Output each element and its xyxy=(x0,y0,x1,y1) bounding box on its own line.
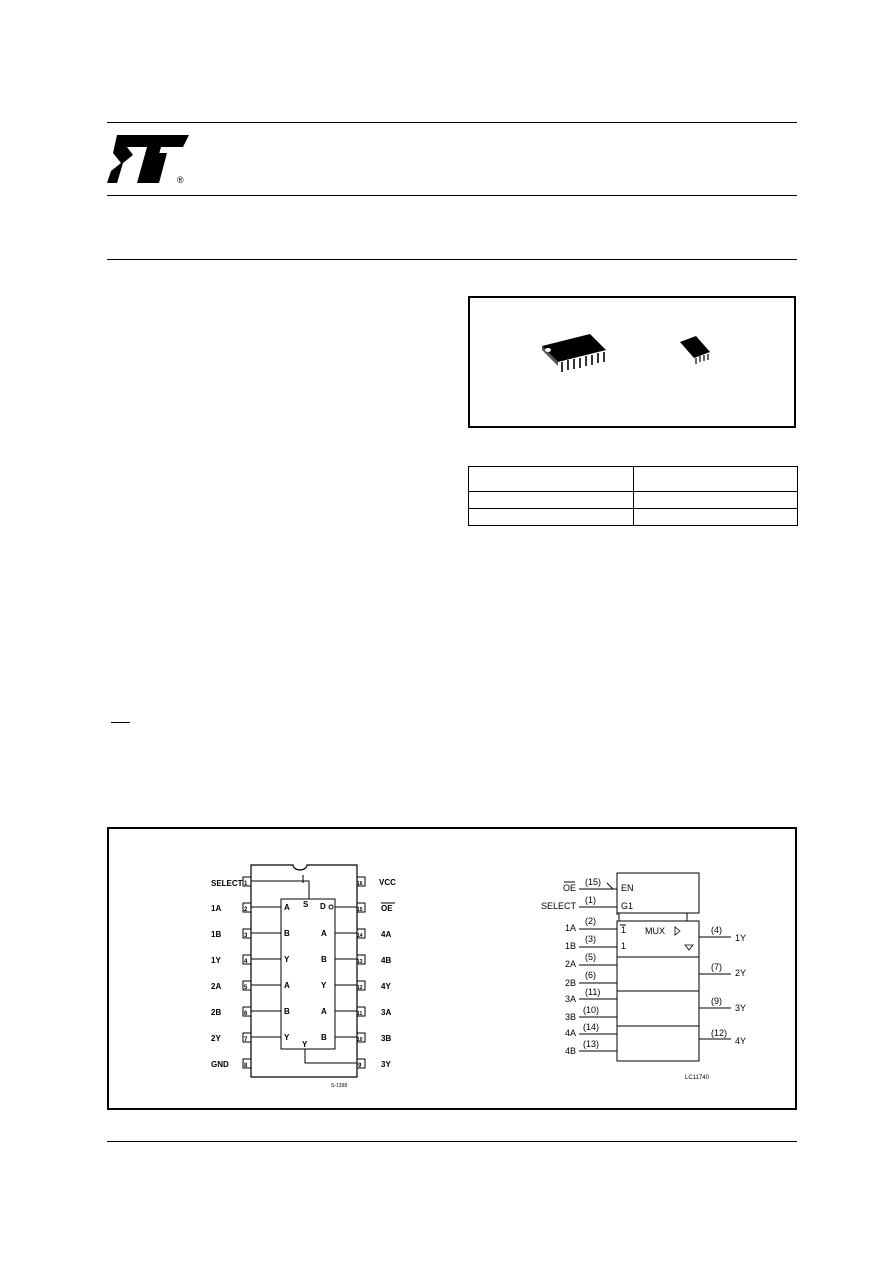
pin-label-gnd: GND xyxy=(211,1060,229,1069)
label-mux: MUX xyxy=(645,926,665,936)
st-logo xyxy=(107,133,191,187)
pin-number-7: 7 xyxy=(244,1037,248,1043)
label-one-bar: 1 xyxy=(621,925,627,935)
input-label-select: SELECT xyxy=(541,901,577,911)
input-pin-2b: (6) xyxy=(585,970,596,980)
input-label-2b: 2B xyxy=(565,978,577,988)
pin-number-3: 3 xyxy=(244,933,248,939)
output-label-1y: 1Y xyxy=(735,933,747,943)
label-d: D xyxy=(320,902,326,911)
pin-label-2b: 2B xyxy=(211,1008,222,1017)
input-pin-select: (1) xyxy=(585,895,596,905)
header-rule-top xyxy=(107,122,797,123)
input-label-4b: 4B xyxy=(565,1046,577,1056)
pin-label-3y: 3Y xyxy=(381,1060,391,1069)
pin-number-14: 14 xyxy=(357,933,363,939)
output-pin-3y: (9) xyxy=(711,996,722,1006)
output-label-2y: 2Y xyxy=(735,968,747,978)
inner-b-4: B xyxy=(321,955,327,964)
input-label-1a: 1A xyxy=(565,923,577,933)
inner-b-3: B xyxy=(321,1033,327,1042)
pin-label-1a: 1A xyxy=(211,904,222,913)
input-label-2a: 2A xyxy=(565,959,577,969)
pin-number-12: 12 xyxy=(357,985,363,991)
inner-a-3: A xyxy=(321,1007,327,1016)
pin-number-15: 15 xyxy=(357,907,363,913)
output-pin-2y: (7) xyxy=(711,962,722,972)
pin-label-3a: 3A xyxy=(381,1008,392,1017)
pin-number-16: 16 xyxy=(357,881,363,887)
pin-label-4b: 4B xyxy=(381,956,392,965)
output-pin-4y: (12) xyxy=(711,1028,728,1038)
pin-number-11: 11 xyxy=(357,1011,363,1017)
input-pin-1b: (3) xyxy=(585,934,596,944)
pin-number-4: 4 xyxy=(244,959,248,965)
input-pin-3b: (10) xyxy=(583,1005,600,1015)
tssop-package-image xyxy=(680,336,710,364)
inner-a-2: A xyxy=(284,981,290,990)
input-label-4a: 4A xyxy=(565,1028,577,1038)
pin-number-10: 10 xyxy=(357,1037,363,1043)
label-one: 1 xyxy=(621,941,627,951)
input-pin-3a: (11) xyxy=(585,987,601,997)
figure-code-pin: S-1398 xyxy=(331,1083,348,1089)
label-s: S xyxy=(303,900,309,909)
output-pin-1y: (4) xyxy=(711,925,722,935)
pin-label-4y: 4Y xyxy=(381,982,391,991)
order-codes-table xyxy=(468,466,798,526)
pin-label-select: SELECT xyxy=(211,879,243,888)
input-label-1b: 1B xyxy=(565,941,577,951)
logic-symbol-diagram xyxy=(541,873,746,1081)
table-row xyxy=(469,492,798,509)
table-cell xyxy=(469,509,634,526)
pin-label-1b: 1B xyxy=(211,930,222,939)
pin-number-9: 9 xyxy=(358,1063,362,1069)
input-pin-4b: (13) xyxy=(583,1039,600,1049)
inner-a-1: A xyxy=(284,903,290,912)
table-cell xyxy=(469,492,634,509)
pin-label-vcc: VCC xyxy=(379,878,396,887)
pin-label-2a: 2A xyxy=(211,982,222,991)
soic-package-image xyxy=(542,334,606,372)
inner-y-1: Y xyxy=(284,955,290,964)
table-cell xyxy=(633,467,798,492)
pin-label-3b: 3B xyxy=(381,1034,392,1043)
registered-mark: ® xyxy=(177,175,184,185)
table-cell xyxy=(633,492,798,509)
inner-y-3: Y xyxy=(302,1040,308,1049)
header-rule-middle xyxy=(107,195,797,196)
pin-number-8: 8 xyxy=(244,1063,248,1069)
table-row xyxy=(469,467,798,492)
pin-number-5: 5 xyxy=(244,985,248,991)
inner-y-2: Y xyxy=(284,1033,290,1042)
table-cell xyxy=(633,509,798,526)
input-label-oe: OE xyxy=(563,883,577,893)
input-label-3b: 3B xyxy=(565,1012,577,1022)
header-rule-bottom xyxy=(107,259,797,260)
footer-rule xyxy=(107,1141,797,1142)
pin-label-1y: 1Y xyxy=(211,956,221,965)
pin-number-2: 2 xyxy=(244,907,248,913)
input-label-3a: 3A xyxy=(565,994,577,1004)
input-pin-1a: (2) xyxy=(585,916,596,926)
pin-number-1: 1 xyxy=(244,881,248,887)
inner-y-4: Y xyxy=(321,981,327,990)
pin-label-4a: 4A xyxy=(381,930,392,939)
label-en: EN xyxy=(621,883,634,893)
pin-number-13: 13 xyxy=(357,959,363,965)
pin-label-oe: OE xyxy=(381,904,393,913)
pin-number-6: 6 xyxy=(244,1011,248,1017)
pin-connection-diagram xyxy=(211,865,396,1089)
output-label-3y: 3Y xyxy=(735,1003,747,1013)
input-pin-4a: (14) xyxy=(583,1022,600,1032)
inner-b-1: B xyxy=(284,929,290,938)
pin-label-2y: 2Y xyxy=(211,1034,221,1043)
overline-mark xyxy=(111,722,130,723)
table-row xyxy=(469,509,798,526)
inner-b-2: B xyxy=(284,1007,290,1016)
table-cell xyxy=(469,467,634,492)
inner-a-4: A xyxy=(321,929,327,938)
input-pin-oe: (15) xyxy=(585,877,602,887)
input-pin-2a: (5) xyxy=(585,952,596,962)
label-g1: G1 xyxy=(621,901,634,911)
package-box xyxy=(468,296,796,428)
output-label-4y: 4Y xyxy=(735,1036,747,1046)
figure-code-logic: LC11740 xyxy=(685,1075,709,1081)
diagram-box xyxy=(107,827,797,1110)
